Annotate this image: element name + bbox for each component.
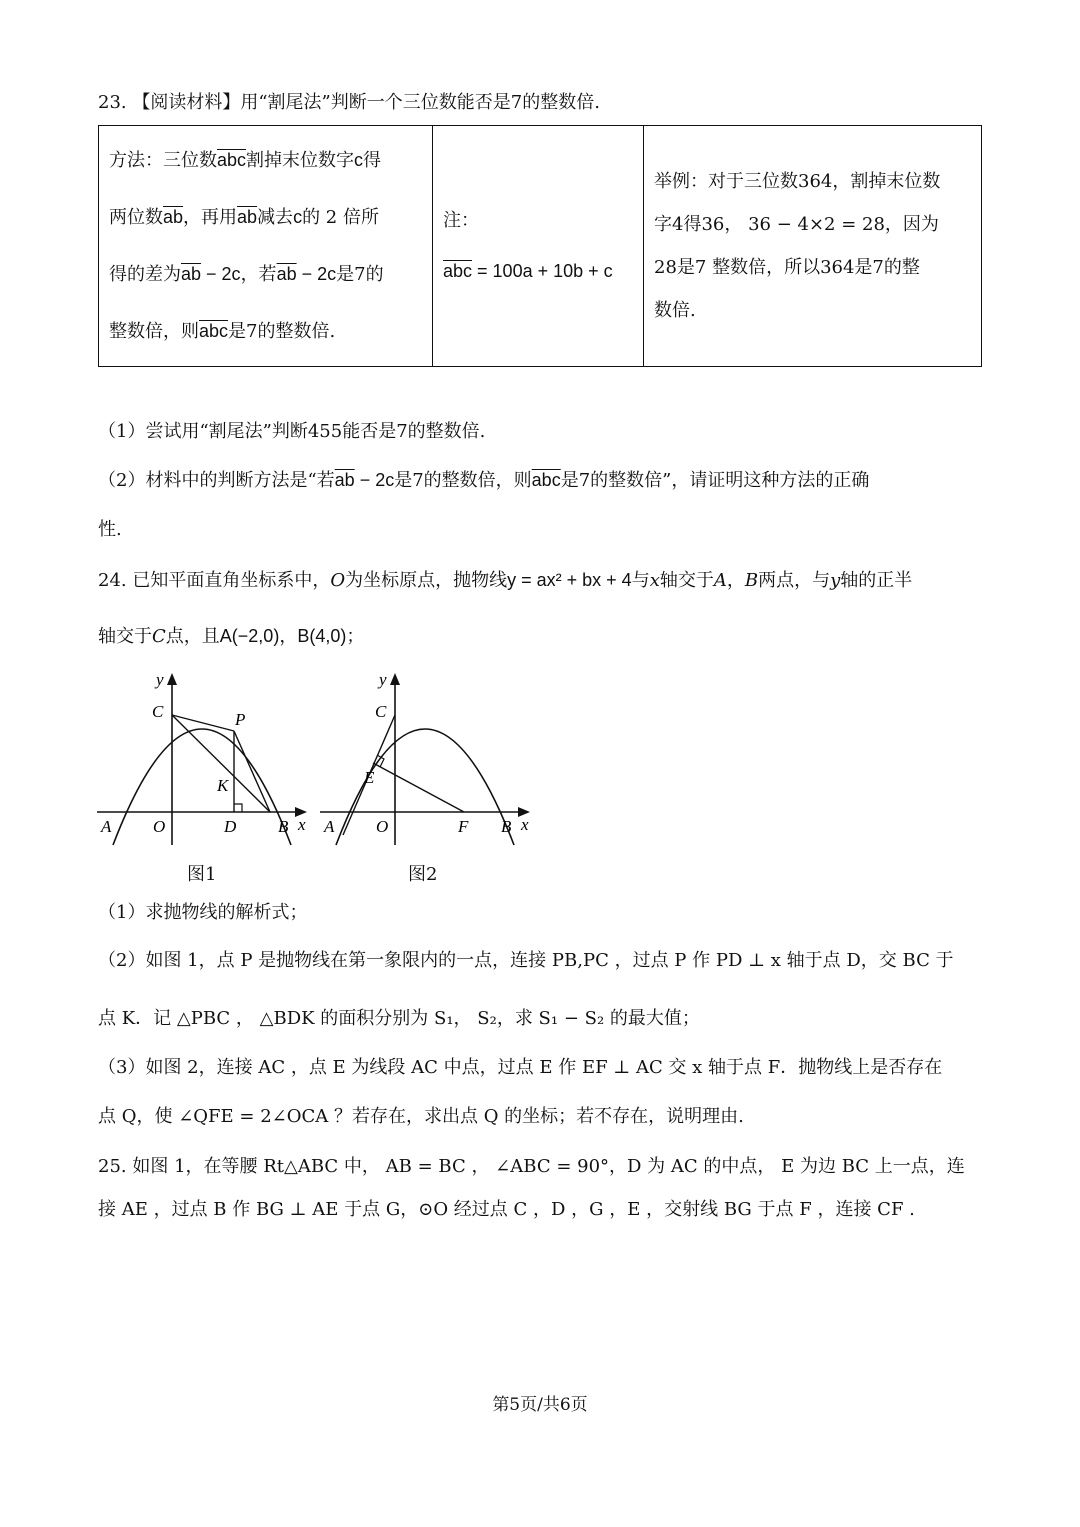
q23-part2-cont: 性. (98, 519, 122, 540)
q24-part2-line-2: 点 K．记 △PBC ， △BDK 的面积分别为 S₁， S₂，求 S₁ − S₂ 的最大值； (98, 1008, 700, 1029)
fig2-label-A: A (324, 817, 335, 836)
fig2-label-y: y (379, 670, 387, 689)
q24-part3-line-2: 点 Q，使 ∠QFE = 2∠OCA ？若存在，求出点 Q 的坐标；若不存在，说明理由. (98, 1106, 744, 1127)
example-line-4: 数倍. (654, 300, 696, 321)
q24-stem-line-1: 24. 已知平面直角坐标系中，O为坐标原点，抛物线y = ax² + bx + 4与x轴交于A，B两点，与y轴的正半 (98, 570, 913, 591)
fig1-parabola (113, 729, 291, 845)
note-cell (433, 126, 644, 367)
note-formula: $\overline{abc} = 100a + 10b + c$ (443, 261, 613, 281)
fig2-parabola (336, 729, 514, 845)
q24-part2-line-1: （2）如图 1，点 P 是抛物线在第一象限内的一点，连接 PB,PC ，过点 P 作 PD ⊥ x 轴于点 D，交 BC 于 (98, 950, 954, 971)
q24-part1: （1）求抛物线的解析式； (98, 902, 308, 923)
fig2-segment-EF (373, 763, 464, 812)
fig1-label-K: K (217, 776, 229, 795)
fig1-segment-PB (234, 731, 270, 812)
example-line-2: 字4得36， 36 − 4×2 = 28，因为 (654, 214, 939, 235)
q25-line-1: 25. 如图 1，在等腰 Rt△ABC 中， AB = BC ， ∠ABC = 90°，D 为 AC 的中点， E 为边 BC 上一点，连 (98, 1156, 965, 1177)
q24-part3-line-1: （3）如图 2，连接 AC ，点 E 为线段 AC 中点，过点 E 作 EF ⊥ AC 交 x 轴于点 F．抛物线上是否存在 (98, 1057, 943, 1078)
q23-title: 23. 【阅读材料】用“割尾法”判断一个三位数能否是7的整数倍. (98, 92, 600, 113)
method-line-4: 整数倍，则$\overline{abc}$是7的整数倍. (109, 321, 336, 342)
fig2-label-B: B (501, 817, 512, 836)
q23-part2: （2）材料中的判断方法是“若$\overline{ab} - 2c$是7的整数倍，则$\overline{abc}$是7的整数倍”，请证明这种方法的正确 (98, 470, 870, 491)
method-line-2: 两位数$\overline{ab}$，再用$\overline{ab}$减去c的 2 倍所 (109, 207, 379, 228)
fig1-caption: 图1 (187, 864, 217, 885)
fig2-label-O: O (376, 817, 389, 836)
q23-part1: （1）尝试用“割尾法”判断455能否是7的整数倍. (98, 421, 486, 442)
fig2-label-C: C (375, 702, 387, 721)
method-line-1: 方法：三位数$\overline{abc}$割掉末位数字c得 (109, 150, 382, 171)
fig1-segment-CB (172, 715, 270, 812)
fig2-caption: 图2 (408, 864, 438, 885)
method-cell (99, 126, 433, 367)
fig2-label-E: E (364, 768, 375, 787)
fig1-label-y: y (156, 670, 164, 689)
fig2-label-x: x (521, 815, 529, 834)
figure-1 (95, 665, 315, 850)
fig2-y-arrow (390, 673, 400, 685)
fig1-y-arrow (167, 673, 177, 685)
q25-line-2: 接 AE ，过点 B 作 BG ⊥ AE 于点 G，⊙O 经过点 C ，D ，G ，E ，交射线 BG 于点 F ，连接 CF . (98, 1199, 915, 1220)
example-cell (644, 126, 982, 367)
fig1-label-C: C (152, 702, 164, 721)
note-label: 注： (443, 210, 479, 231)
fig1-label-B: B (278, 817, 289, 836)
fig1-label-P: P (235, 710, 246, 729)
q24-stem-line-2: 轴交于C点，且A(−2,0)，B(4,0)； (98, 626, 365, 647)
figure-2 (318, 665, 538, 850)
fig2-label-F: F (458, 817, 469, 836)
fig1-label-x: x (298, 815, 306, 834)
example-line-3: 28是7 整数倍，所以364是7的整 (654, 257, 920, 278)
page-footer: 第5页/共6页 (492, 1395, 588, 1415)
reading-material-table (98, 125, 982, 367)
fig1-right-angle-mark (234, 804, 242, 812)
example-line-1: 举例：对于三位数364，割掉末位数 (654, 171, 941, 192)
fig1-label-D: D (224, 817, 237, 836)
method-line-3: 得的差为$\overline{ab} - 2c$，若$\overline{ab} - 2c$是7的 (109, 264, 384, 285)
fig1-label-O: O (153, 817, 166, 836)
fig1-label-A: A (101, 817, 112, 836)
